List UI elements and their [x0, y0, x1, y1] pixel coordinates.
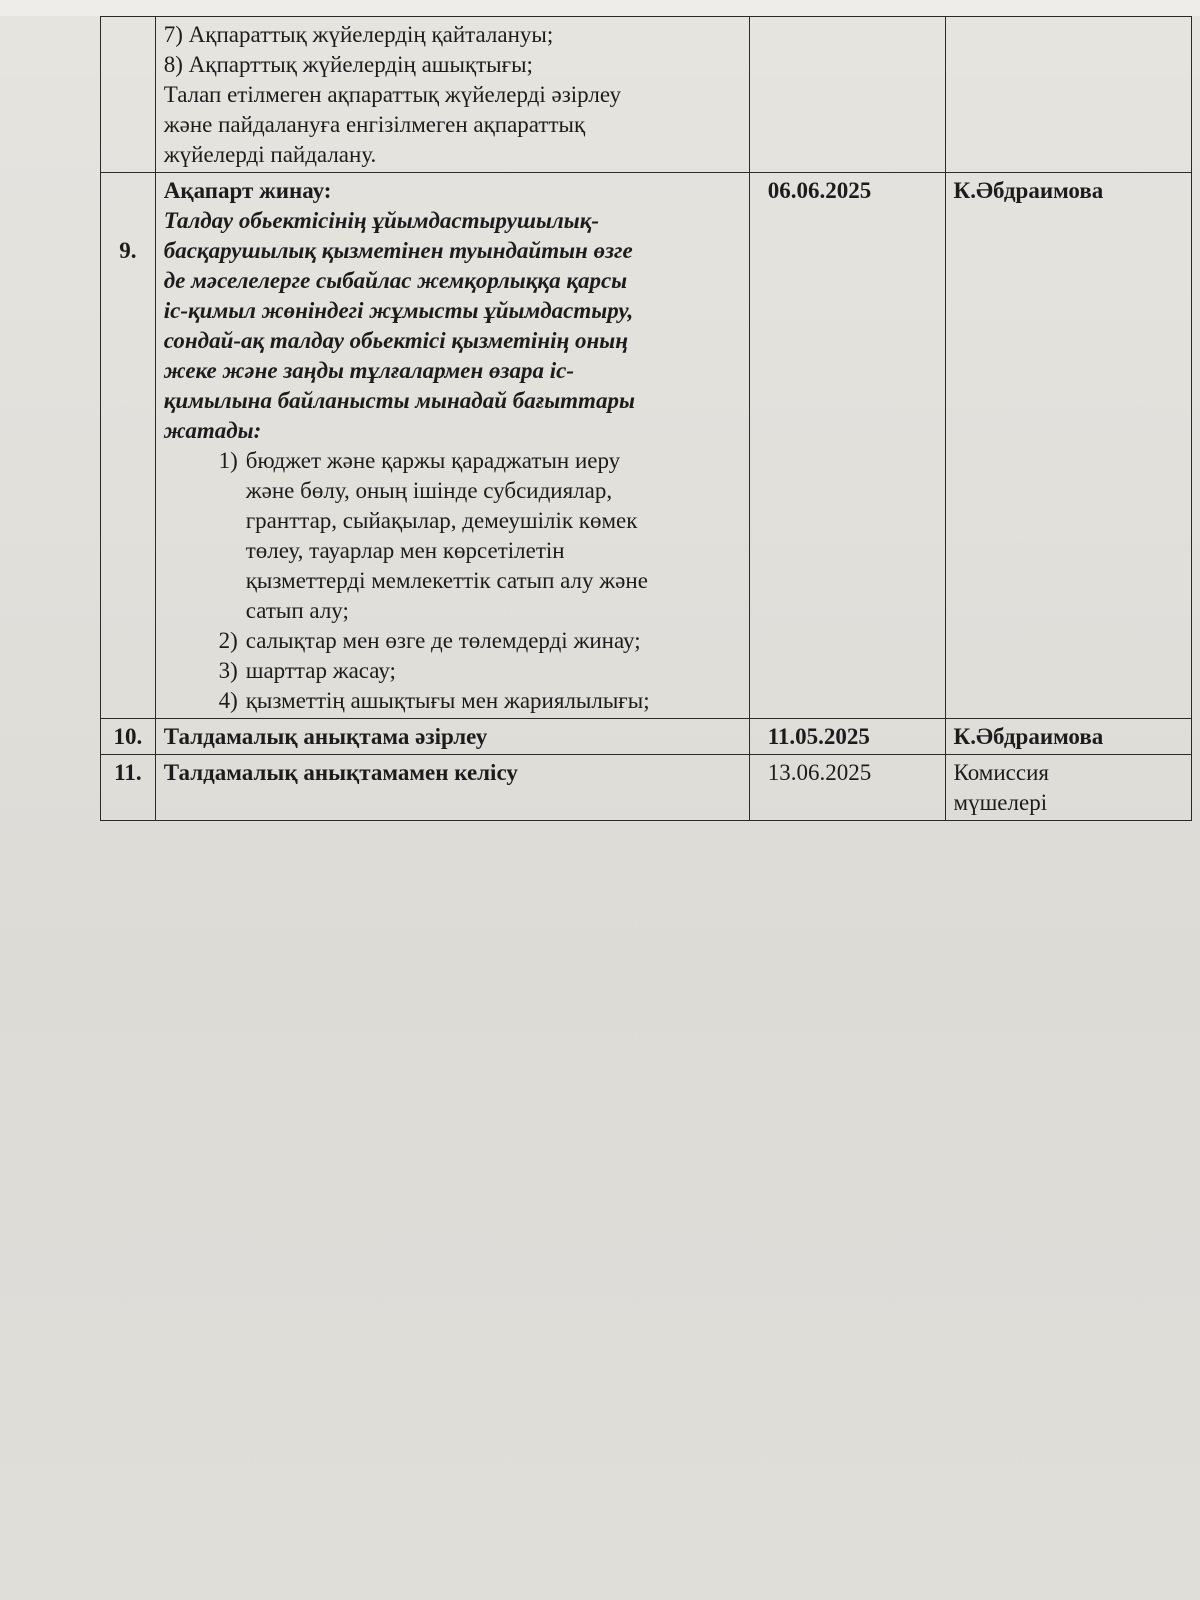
list-item-line: гранттар, сыйақылар, демеушілік көмек [245, 508, 638, 533]
description-italic-line: жатады: [163, 418, 262, 443]
description-line: Талап етілмеген ақпараттық жүйелерді әзірлеу [163, 82, 621, 107]
list-item-line: және бөлу, оның ішінде субсидиялар, [245, 478, 613, 503]
row-number-cell [101, 173, 156, 719]
description-heading: Ақапарт жинау: [163, 178, 332, 203]
row-date-cell: 13.06.2025 [749, 755, 945, 821]
table-row-10 [101, 719, 1192, 755]
row-description-cell: Талдамалық анықтама әзірлеу [155, 719, 749, 755]
list-item [164, 446, 741, 626]
row-responsible-cell: К.Әбдраимова [945, 719, 1191, 755]
table-row-11 [101, 755, 1192, 821]
list-item-marker: 2) [218, 628, 238, 653]
row-number-cell [101, 17, 156, 173]
responsible-line: мүшелері [953, 790, 1048, 815]
list-item-line: қызметтерді мемлекеттік сатып алу және [245, 568, 648, 593]
responsible-line: Комиссия [953, 760, 1049, 785]
row-date-cell [749, 17, 945, 173]
list-item-line: бюджет және қаржы қараджатын иеру [245, 448, 621, 473]
description-italic-line: сондай-ақ талдау обьектісі қызметінің оның [163, 328, 628, 353]
row-date-cell: 06.06.2025 [749, 173, 945, 719]
list-item-line: сатып алу; [245, 598, 349, 623]
table-row-continuation [101, 17, 1192, 173]
row-number-cell: 10. [101, 719, 156, 755]
description-line: 8) Ақпарттық жүйелердің ашықтығы; [163, 52, 533, 77]
list-item-marker: 1) [218, 448, 238, 473]
list-item [164, 656, 741, 686]
description-italic-line: қимылына байланысты мынадай бағыттары [163, 388, 635, 413]
row-description-cell: Талдамалық анықтамамен келісу [155, 755, 749, 821]
list-item [164, 686, 741, 716]
row-date-cell: 11.05.2025 [749, 719, 945, 755]
list-item-text [246, 626, 741, 656]
list-item-text [246, 446, 741, 626]
list-item-line: қызметтің ашықтығы мен жариялылығы; [245, 688, 650, 713]
description-italic-line: іс-қимыл жөніндегі жұмысты ұйымдастыру, [163, 298, 634, 323]
row-responsible-cell [945, 755, 1191, 821]
plan-table [100, 16, 1192, 821]
row-responsible-cell [945, 17, 1191, 173]
list-item-text [246, 656, 741, 686]
list-item-marker: 3) [218, 658, 238, 683]
description-italic-line: жеке және заңды тұлғалармен өзара іс- [163, 358, 574, 383]
description-line: 7) Ақпараттық жүйелердің қайталануы; [163, 22, 554, 47]
description-italic-line: Талдау обьектісінің ұйымдастырушылық- [163, 208, 600, 233]
description-italic-line: басқарушылық қызметінен туындайтын өзге [163, 238, 633, 263]
description-italic-line: де мәселелерге сыбайлас жемқорлыққа қарсы [163, 268, 628, 293]
row-description-cell [155, 17, 749, 173]
list-item-text [246, 686, 741, 716]
row-number-spacer [109, 176, 147, 236]
description-line: жүйелерді пайдалану. [163, 142, 377, 167]
page-top-edge [0, 0, 1200, 16]
list-item-line: шарттар жасау; [245, 658, 396, 683]
table-row-9 [101, 173, 1192, 719]
row-number: 9. [119, 238, 137, 263]
list-item [164, 626, 741, 656]
row-responsible-cell: К.Әбдраимова [945, 173, 1191, 719]
description-line: және пайдалануға енгізілмеген ақпараттық [163, 112, 586, 137]
row-description-cell [155, 173, 749, 719]
list-item-line: төлеу, тауарлар мен көрсетілетін [245, 538, 565, 563]
row-number-cell: 11. [101, 755, 156, 821]
list-item-marker: 4) [218, 688, 238, 713]
list-item-line: салықтар мен өзге де төлемдерді жинау; [245, 628, 641, 653]
